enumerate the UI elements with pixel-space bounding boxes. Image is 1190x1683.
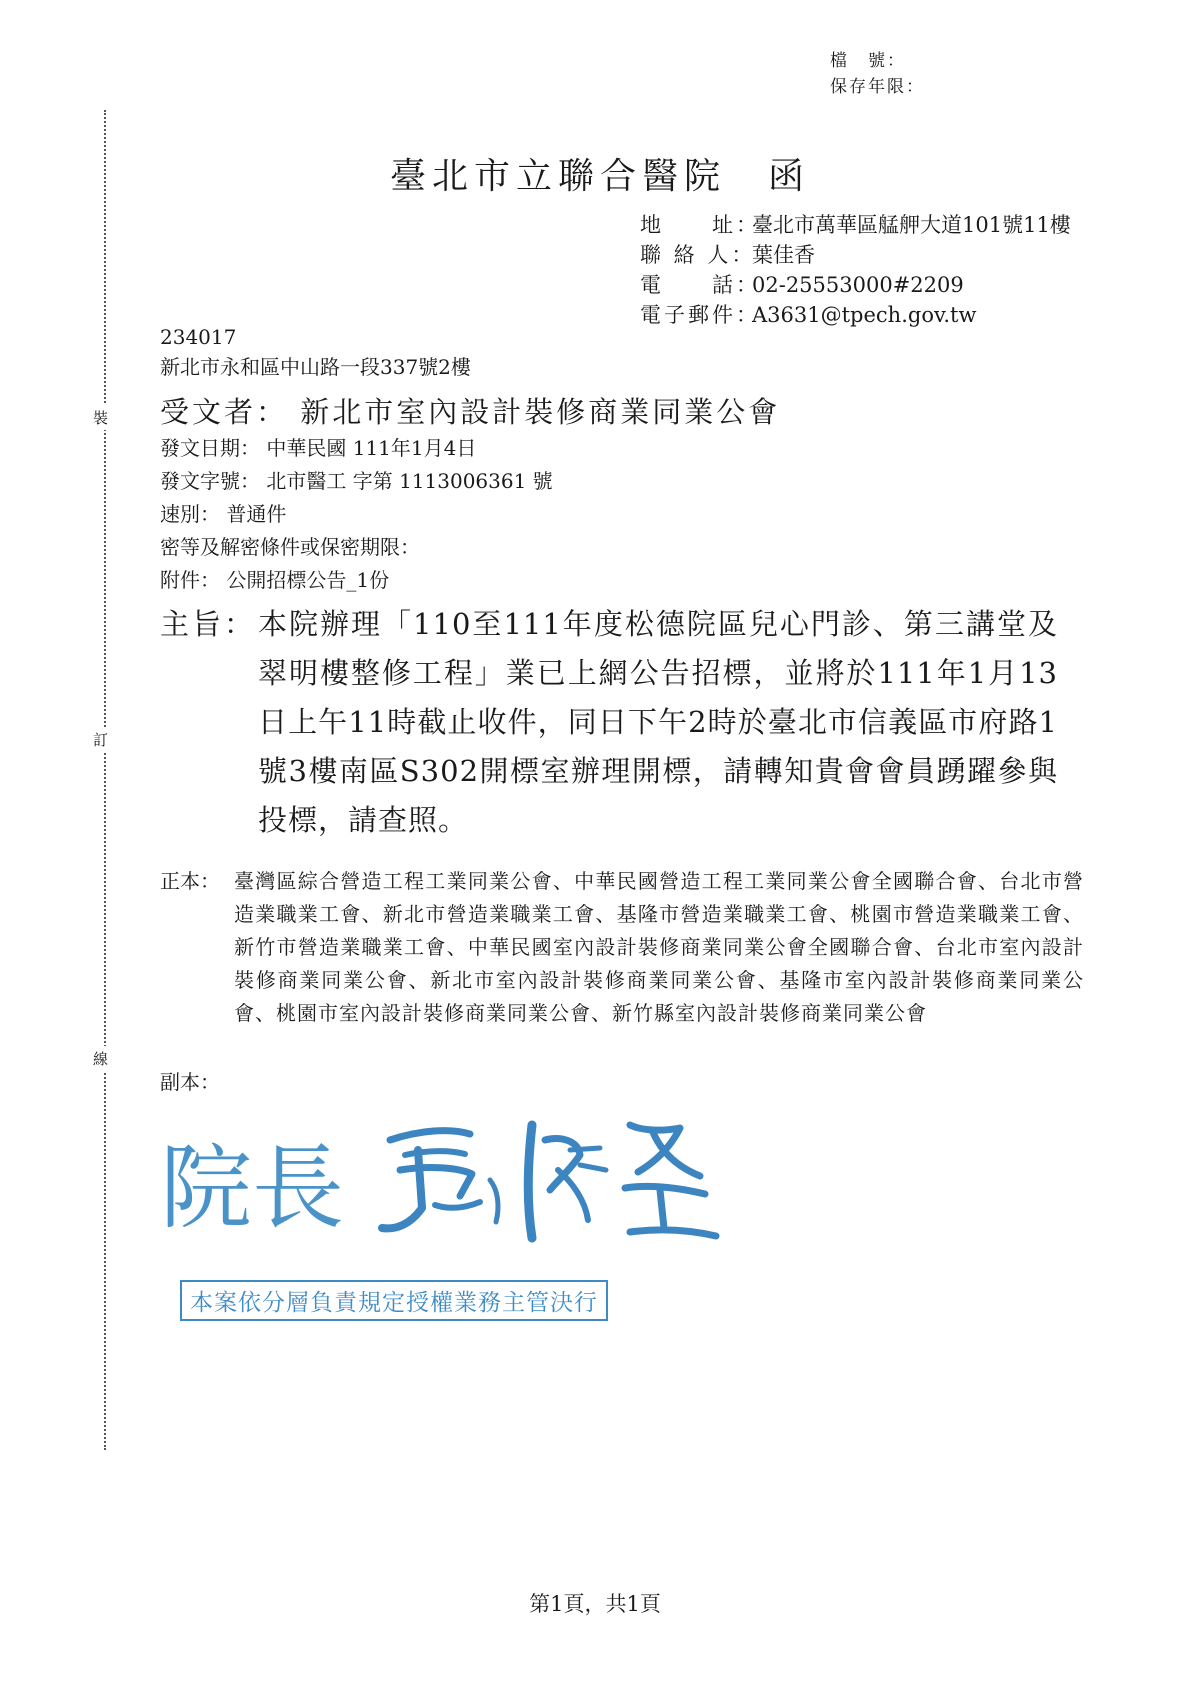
sender-address: 臺北市萬華區艋舺大道101號11樓 [752, 213, 1071, 237]
recipient-street-address: 新北市永和區中山路一段337號2樓 [160, 355, 471, 379]
signature-image [160, 1110, 720, 1250]
signature-title: 院長 [160, 1135, 345, 1242]
original-recipients-text: 臺灣區綜合營造工程工業同業公會、中華民國營造工程工業同業公會全國聯合會、台北市營造業職業工會、新北市營造業職業工會、基隆市營造業職業工會、桃園市營造業職業工會、新竹市營造業職業工會、中華民國室內設計裝修商業同業公會全國聯合會、台北市室內設計裝修商業同業公會、新北市室內設計裝修商業同業公會、基隆市室內設計裝修商業同業公會、桃園市室內設計裝修商業同業公會、新竹縣室內設計裝修商業同業公會 [234, 869, 1084, 1025]
handwritten-name-strokes [382, 1125, 716, 1238]
sender-address-label: 地 址： [640, 213, 760, 237]
sender-phone-label: 電 話： [640, 273, 760, 297]
postal-code: 234017 [160, 325, 237, 349]
sender-email: A3631@tpech.gov.tw [752, 303, 977, 327]
sender-phone-row [640, 270, 1071, 300]
binding-mark-bottom: 線 [93, 1046, 108, 1071]
retention-label: 保存年限： [830, 77, 925, 97]
subject-section [160, 600, 1060, 845]
sender-phone: 02-25553000#2209 [752, 273, 964, 297]
sender-address-row [640, 210, 1071, 240]
director-signature [160, 1110, 720, 1254]
sender-info [640, 210, 1071, 330]
issue-date: 發文日期： 中華民國 111年1月4日 [160, 436, 477, 460]
delivery-speed: 速別： 普通件 [160, 502, 287, 526]
recipient: 受文者： 新北市室內設計裝修商業同業公會 [160, 395, 781, 429]
recipient-postal-address [160, 322, 471, 382]
file-info [830, 48, 925, 100]
subject-label: 主旨： [160, 607, 257, 641]
sender-email-label: 電子郵件： [640, 303, 760, 327]
document-number: 發文字號： 北市醫工 字第 1113006361 號 [160, 469, 553, 493]
binding-line [104, 110, 106, 1450]
sender-contact-row [640, 240, 1071, 270]
original-recipients-label: 正本： [160, 869, 220, 893]
page-number: 第1頁，共1頁 [529, 1592, 661, 1616]
sender-contact: 葉佳香 [752, 243, 815, 267]
document-meta [160, 432, 553, 597]
attachment: 附件： 公開招標公告_1份 [160, 568, 390, 592]
copy-recipients-label: 副本： [160, 1070, 220, 1094]
file-number-label: 檔 號： [830, 51, 906, 71]
distribution-section [160, 865, 1084, 1030]
sender-contact-label: 聯 絡 人： [640, 243, 756, 267]
binding-mark-top: 裝 [93, 405, 108, 430]
subject-text: 本院辦理「110至111年度松德院區兒心門診、第三講堂及翠明樓整修工程」業已上網公告招標，並將於111年1月13日上午11時截止收件，同日下午2時於臺北市信義區市府路1號3樓南區S302開標室辦理開標，請轉知貴會會員踴躍參與投標，請查照。 [258, 607, 1058, 837]
authorization-stamp: 本案依分層負責規定授權業務主管決行 [180, 1280, 608, 1321]
document-title: 臺北市立聯合醫院 函 [389, 156, 810, 197]
sender-email-row [640, 300, 1071, 330]
secrecy-level: 密等及解密條件或保密期限： [160, 535, 420, 559]
binding-mark-middle: 訂 [93, 727, 108, 752]
